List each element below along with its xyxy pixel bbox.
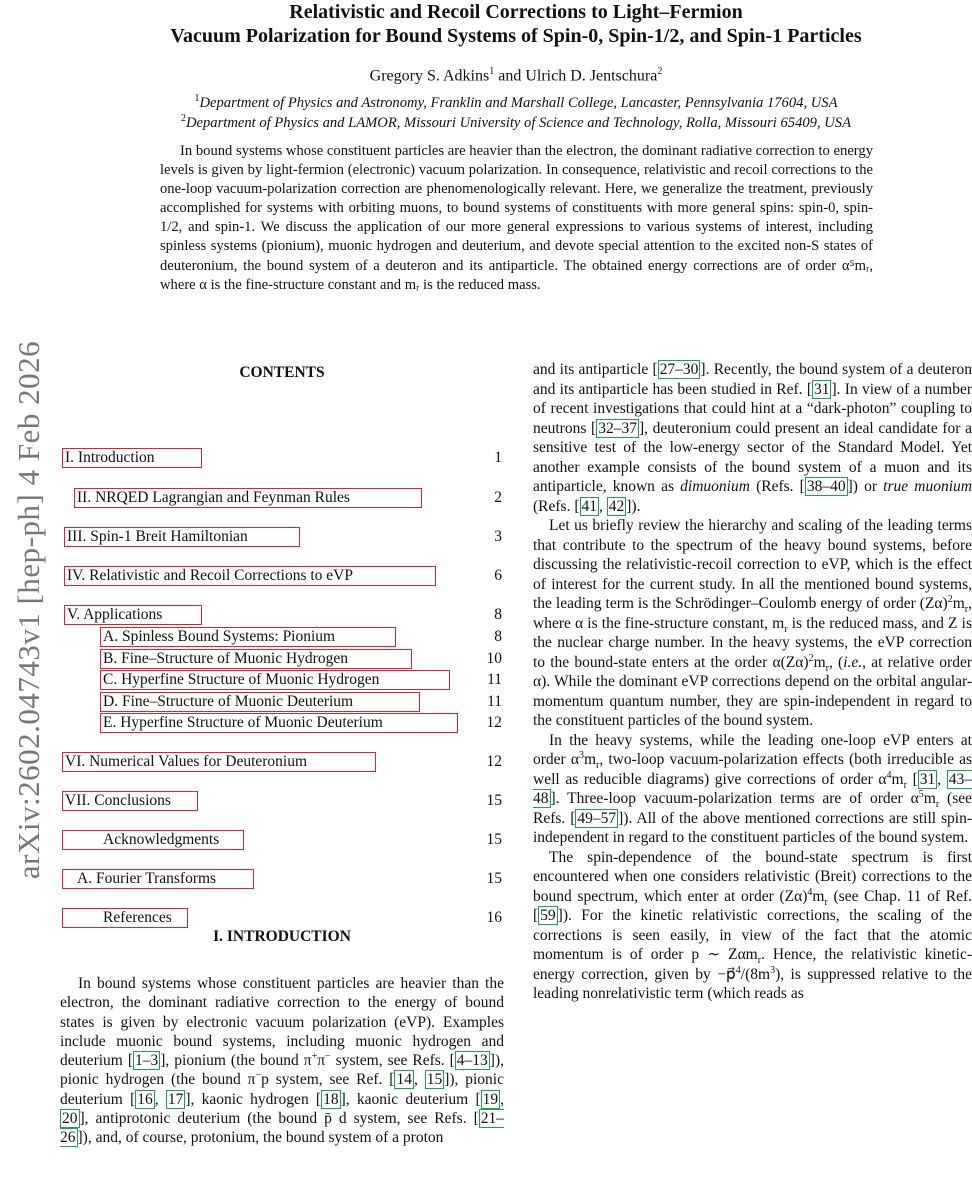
citation[interactable]: 19 bbox=[482, 1090, 499, 1108]
affiliation-2-text: Department of Physics and LAMOR, Missouri University of Science and Technology, Rolla, Missouri 65409, USA bbox=[185, 114, 852, 131]
citation[interactable]: 43–48 bbox=[533, 770, 972, 807]
toc-label[interactable]: V. Applications bbox=[64, 605, 202, 625]
affiliation-1-text: Department of Physics and Astronomy, Franklin and Marshall College, Lancaster, Pennsylvania 17604, USA bbox=[199, 94, 838, 111]
right-column bbox=[533, 360, 972, 1004]
toc-label[interactable]: A. Fourier Transforms bbox=[62, 869, 254, 889]
contents-heading: CONTENTS bbox=[239, 364, 325, 381]
arxiv-identifier: arXiv:2602.04743v1 [hep-ph] 4 Feb 2026 bbox=[11, 340, 46, 880]
toc-page: 3 bbox=[494, 528, 502, 545]
toc-entry-breit[interactable] bbox=[60, 527, 504, 547]
toc-entry-hfs-muonic-hydrogen[interactable] bbox=[60, 670, 504, 690]
toc-page: 15 bbox=[486, 831, 502, 848]
toc-page: 10 bbox=[486, 650, 502, 667]
citation[interactable]: 42 bbox=[608, 497, 625, 515]
toc-entry-acknowledgments[interactable] bbox=[60, 830, 504, 850]
citation[interactable]: 20 bbox=[62, 1110, 78, 1128]
introduction-paragraph: In bound systems whose constituent particles are heavier than the electron, the dominant radiative correction to the energy of bound states is given by electronic vacuum polarization (eVP). Examples include muonic bound systems, including muonic hydrogen and deuterium [ 1–3 ], pionium (the bound π+π− system, see Refs. [ 4–13 ]), pionic hydrogen (the bound π−p system, see Ref. [ 14 , 15 ]), pionic deuterium [ 16 , 17 ], kaonic hydrogen [ 18 ], kaonic deuterium [ 19 , 20 ], antiprotonic deuterium (the bound p̄ d system, see Refs. [ 21–26 ]), and, of course, protonium, the bound system of a proton bbox=[60, 975, 505, 1147]
toc-page: 1 bbox=[494, 449, 502, 466]
citation[interactable]: 31 bbox=[813, 380, 830, 398]
toc-page: 2 bbox=[494, 489, 502, 506]
citation[interactable]: 1–3 bbox=[135, 1052, 159, 1070]
toc-entry-references[interactable] bbox=[60, 908, 504, 928]
toc-entry-conclusions[interactable] bbox=[60, 791, 504, 811]
toc-label[interactable]: II. NRQED Lagrangian and Feynman Rules bbox=[74, 488, 422, 508]
arxiv-stamp bbox=[2, 300, 56, 920]
abstract: In bound systems whose constituent particles are heavier than the electron, the dominant radiative correction to energy levels is given by light-fermion (electronic) vacuum polarization. In consequence, relativistic and recoil corrections to the one-loop vacuum-polarization correction are phenomenologically relevant. Here, we generalize the treatment, previously accomplished for systems with orbiting muons, to bound systems of constituents with more general spins: spin-0, spin-1/2, and spin-1. We discuss the application of our more general expressions to various systems of interest, including spinless systems (pionium), muonic hydrogen and deuterium, and devote special attention to the excited non-S states of deuteronium, the bound system of a deuteron and its antiparticle. The obtained energy corrections are of order α⁵mᵣ, where α is the fine-structure constant and mᵣ is the reduced mass. bbox=[160, 143, 873, 293]
toc-page: 8 bbox=[494, 606, 502, 623]
toc-page: 15 bbox=[486, 792, 502, 809]
toc-entry-fs-muonic-hydrogen[interactable] bbox=[60, 649, 504, 669]
citation[interactable]: 17 bbox=[167, 1090, 184, 1108]
toc-label[interactable]: III. Spin-1 Breit Hamiltonian bbox=[64, 527, 300, 547]
citation[interactable]: 32–37 bbox=[598, 419, 637, 437]
citation[interactable]: 41 bbox=[581, 497, 597, 515]
citation[interactable]: 38–40 bbox=[806, 478, 846, 495]
toc-page: 16 bbox=[486, 909, 502, 926]
citation[interactable]: 15 bbox=[426, 1071, 443, 1089]
toc-page: 12 bbox=[486, 714, 502, 731]
author-2: Ulrich D. Jentschura bbox=[525, 67, 658, 85]
toc-label[interactable]: References bbox=[62, 908, 188, 928]
paragraph: In the heavy systems, while the leading one-loop eVP enters at order $\alpha^3m_r$, two-loop vacuum-polarization effects (both irreducible as well as reducible diagrams) give corrections of order $\alpha^4m_r$ [ 31 , 43–48 ]. Three-loop vacuum-polarization terms are of order $\alpha^5m_r$ (see Refs. [ 49–57 ]). All of the above mentioned corrections are still spin-independent in regard to the constituent particles of the bound system. bbox=[533, 731, 972, 846]
author-2-affiliation-mark: 2 bbox=[657, 66, 663, 77]
left-column bbox=[60, 360, 505, 1147]
toc-page: 11 bbox=[487, 671, 502, 688]
toc-label[interactable]: D. Fine–Structure of Muonic Deuterium bbox=[100, 692, 420, 712]
toc-label[interactable]: Acknowledgments bbox=[62, 830, 244, 850]
toc-entry-introduction[interactable] bbox=[60, 448, 504, 468]
paper-title bbox=[60, 0, 972, 48]
author-1: Gregory S. Adkins bbox=[369, 67, 490, 85]
toc-label[interactable]: B. Fine–Structure of Muonic Hydrogen bbox=[100, 649, 412, 669]
toc-entry-relativistic[interactable] bbox=[60, 566, 504, 586]
toc-entry-applications[interactable] bbox=[60, 605, 504, 625]
toc-label[interactable]: IV. Relativistic and Recoil Corrections to eVP bbox=[64, 566, 436, 586]
title-line-1: Relativistic and Recoil Corrections to Light–Fermion bbox=[289, 1, 743, 23]
title-line-2: Vacuum Polarization for Bound Systems of Spin-0, Spin-1/2, and Spin-1 Particles bbox=[170, 25, 862, 47]
toc-entry-fourier[interactable] bbox=[60, 869, 504, 889]
citation[interactable]: 21–26 bbox=[60, 1110, 504, 1147]
affiliation-2 bbox=[60, 113, 972, 132]
citation[interactable]: 49–57 bbox=[577, 809, 617, 827]
toc-label[interactable]: A. Spinless Bound Systems: Pionium bbox=[100, 627, 396, 647]
toc-entry-deuteronium[interactable] bbox=[60, 752, 504, 772]
toc-label[interactable]: VII. Conclusions bbox=[62, 791, 198, 811]
section-heading-introduction: I. INTRODUCTION bbox=[213, 928, 351, 945]
citation[interactable]: 4–13 bbox=[456, 1052, 488, 1070]
toc-page: 11 bbox=[487, 693, 502, 710]
citation[interactable]: 27–30 bbox=[659, 361, 699, 378]
toc-page: 8 bbox=[494, 628, 502, 645]
citation[interactable]: 59 bbox=[540, 907, 556, 924]
affiliation-1-mark: 1 bbox=[194, 93, 200, 104]
toc-entry-hfs-muonic-deuterium[interactable] bbox=[60, 713, 504, 733]
toc-entry-nrqed[interactable] bbox=[60, 488, 504, 508]
toc-entry-pionium[interactable] bbox=[60, 627, 504, 647]
citation[interactable]: 18 bbox=[323, 1090, 339, 1108]
author-separator: and bbox=[498, 67, 522, 85]
author-1-affiliation-mark: 1 bbox=[489, 66, 495, 77]
paragraph: and its antiparticle [ 27–30 ]. Recently, the bound system of a deuteron and its antiparticle has been studied in Ref. [ 31 ]. In view of a number of recent investigations that could hint at a “dark-photon” coupling to neutrons [ 32–37 ], deuteronium could present an ideal candidate for a sensitive test of the low-energy sector of the Standard Model. Yet another example consists of the bound system of a muon and its antiparticle, known as dimuonium (Refs. [ 38–40 ]) or true muonium (Refs. [ 41 , 42 ]). bbox=[533, 361, 972, 515]
toc-page: 6 bbox=[494, 567, 502, 584]
affiliation-2-mark: 2 bbox=[180, 113, 186, 124]
toc-label[interactable]: E. Hyperfine Structure of Muonic Deuterium bbox=[100, 713, 458, 733]
citation[interactable]: 14 bbox=[396, 1071, 412, 1089]
paragraph: The spin-dependence of the bound-state spectrum is first encountered when one considers relativistic (Breit) corrections to the bound spectrum, which enter at order $(Z\alpha)^4m_r$ (see Chap. 11 of Ref. [ 59 ]). For the kinetic relativistic corrections, the scaling of the corrections is seen easily, in view of the fact that the atomic momentum is of order p ∼ Zαm$_r$. Hence, the relativistic kinetic-energy correction, given by $-p⃗^4/(8m^3)$, is suppressed relative to the leading nonrelativistic term (which reads as bbox=[533, 848, 972, 1002]
toc-page: 15 bbox=[486, 870, 502, 887]
toc-label[interactable]: C. Hyperfine Structure of Muonic Hydrogen bbox=[100, 670, 450, 690]
citation[interactable]: 16 bbox=[137, 1090, 153, 1108]
toc-label[interactable]: VI. Numerical Values for Deuteronium bbox=[62, 752, 376, 772]
toc-label[interactable]: I. Introduction bbox=[62, 448, 202, 468]
citation[interactable]: 31 bbox=[919, 770, 936, 788]
paragraph: Let us briefly review the hierarchy and scaling of the leading terms that contribute to the spectrum of the heavy bound systems, before discussing the relativistic-recoil correction to eVP, which is the effect of interest for the current study. In all the mentioned bound systems, the leading term is the Schrödinger–Coulomb energy of order $(Z\alpha)^2m_r$, where α is the fine-structure constant, $m_r$ is the reduced mass, and Z is the nuclear charge number. In the heavy systems, the eVP correction to the bound-state enters at the order $\alpha(Z\alpha)^2m_r$, (i.e., at relative order α). While the dominant eVP corrections depend on the orbital angular-momentum quantum number, they are spin-independent in regard to the constituent particles of the bound system. bbox=[533, 517, 972, 729]
toc-page: 12 bbox=[486, 753, 502, 770]
affiliation-1 bbox=[60, 93, 972, 112]
author-list bbox=[60, 66, 972, 85]
toc-entry-fs-muonic-deuterium[interactable] bbox=[60, 692, 504, 712]
